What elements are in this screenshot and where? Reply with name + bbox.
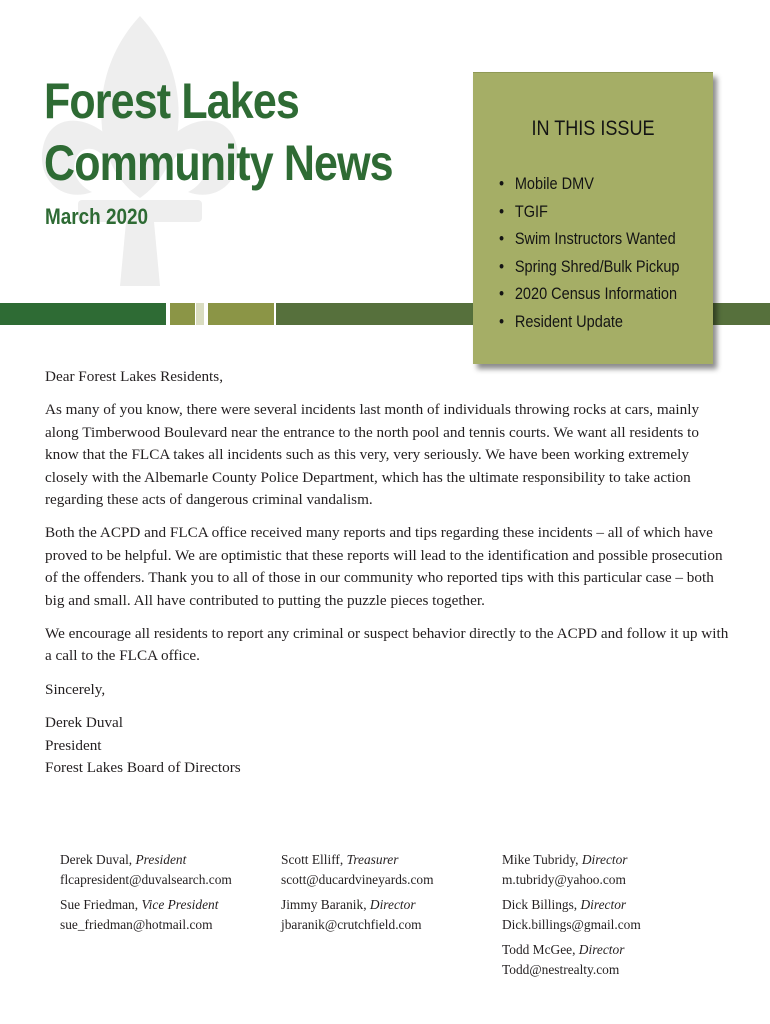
- director-role: Director: [580, 897, 627, 912]
- director-role: President: [135, 852, 187, 867]
- director-role: Treasurer: [346, 852, 399, 867]
- director-email[interactable]: flcapresident@duvalsearch.com: [60, 872, 232, 887]
- director-entry: [281, 850, 496, 890]
- director-entry: [502, 895, 717, 935]
- director-name: Sue Friedman,: [60, 897, 139, 912]
- director-email[interactable]: Dick.billings@gmail.com: [502, 917, 641, 932]
- president-letter: [45, 366, 735, 780]
- director-entry: [502, 940, 717, 980]
- directory-column: [281, 850, 496, 940]
- title-line-1: Forest Lakes: [44, 73, 299, 129]
- signature-title: President: [45, 736, 102, 754]
- list-item-label: Spring Shred/Bulk Pickup: [514, 257, 680, 276]
- director-name: Scott Elliff,: [281, 852, 344, 867]
- divider-band-olive-1: [170, 303, 195, 325]
- director-role: Vice President: [141, 897, 219, 912]
- list-item: • 2020 Census Information: [499, 285, 678, 303]
- list-item-label: Swim Instructors Wanted: [514, 230, 676, 248]
- list-item: • Mobile DMV: [499, 175, 594, 193]
- director-entry: [60, 895, 275, 935]
- director-name: Derek Duval,: [60, 852, 133, 867]
- list-item-label: 2020 Census Information: [514, 285, 678, 303]
- letter-closing: Sincerely,: [45, 680, 106, 698]
- signature-org: Forest Lakes Board of Directors: [45, 759, 241, 777]
- list-item-label: TGIF: [514, 202, 548, 221]
- directory-column: [60, 850, 275, 940]
- divider-band-dark: [0, 303, 166, 325]
- divider-band-light: [196, 303, 204, 325]
- director-role: Director: [578, 942, 625, 957]
- in-this-issue-list: [499, 171, 704, 336]
- letter-greeting: Dear Forest Lakes Residents,: [45, 368, 223, 385]
- list-item-label: Mobile DMV: [514, 175, 594, 193]
- director-entry: [281, 895, 496, 935]
- issue-date: March 2020: [45, 204, 149, 229]
- divider-band-olive-2: [208, 303, 274, 325]
- directory-column: [502, 850, 717, 985]
- title-line-2: Community News: [44, 135, 393, 191]
- newsletter-title: [44, 70, 393, 194]
- director-name: Jimmy Baranik,: [281, 897, 367, 912]
- director-name: Dick Billings,: [502, 897, 578, 912]
- director-role: Director: [369, 897, 416, 912]
- director-email[interactable]: sue_friedman@hotmail.com: [60, 917, 213, 932]
- letter-paragraph: Both the ACPD and FLCA office received many reports and tips regarding these incidents – all of which have proved to be helpful. We are optimistic that these reports will lead to the identification and possible prosecution of the offenders. Thank you to all of those in our community who reported tips with this particular case – both big and small. All have contributed to putting the puzzle pieces together.: [45, 524, 723, 609]
- director-name: Mike Tubridy,: [502, 852, 579, 867]
- director-entry: [502, 850, 717, 890]
- in-this-issue-box: [473, 72, 713, 364]
- list-item: • Resident Update: [499, 312, 624, 331]
- director-email[interactable]: Todd@nestrealty.com: [502, 962, 620, 977]
- list-item: • Swim Instructors Wanted: [499, 230, 676, 248]
- director-role: Director: [581, 852, 628, 867]
- director-entry: [60, 850, 275, 890]
- director-email[interactable]: m.tubridy@yahoo.com: [502, 872, 626, 887]
- signature-name: Derek Duval: [45, 714, 124, 732]
- list-item: • TGIF: [499, 202, 548, 221]
- in-this-issue-heading: IN THIS ISSUE: [531, 117, 655, 140]
- director-email[interactable]: jbaranik@crutchfield.com: [281, 917, 422, 932]
- director-email[interactable]: scott@ducardvineyards.com: [281, 872, 434, 887]
- letter-paragraph: We encourage all residents to report any criminal or suspect behavior directly to the ACPD and follow it up with a call to the FLCA office.: [45, 625, 729, 665]
- letter-paragraph: As many of you know, there were several incidents last month of individuals throwing rocks at cars, mainly along Timberwood Boulevard near the entrance to the north pool and tennis courts. We want all residents to know that the FLCA takes all incidents such as this very, very seriously. We have been working extremely closely with the Albemarle County Police Department, which has the ultimate responsibility to take action regarding these acts of dangerous criminal vandalism.: [45, 401, 700, 509]
- list-item-label: Resident Update: [514, 312, 624, 331]
- director-name: Todd McGee,: [502, 942, 576, 957]
- list-item: • Spring Shred/Bulk Pickup: [499, 257, 680, 276]
